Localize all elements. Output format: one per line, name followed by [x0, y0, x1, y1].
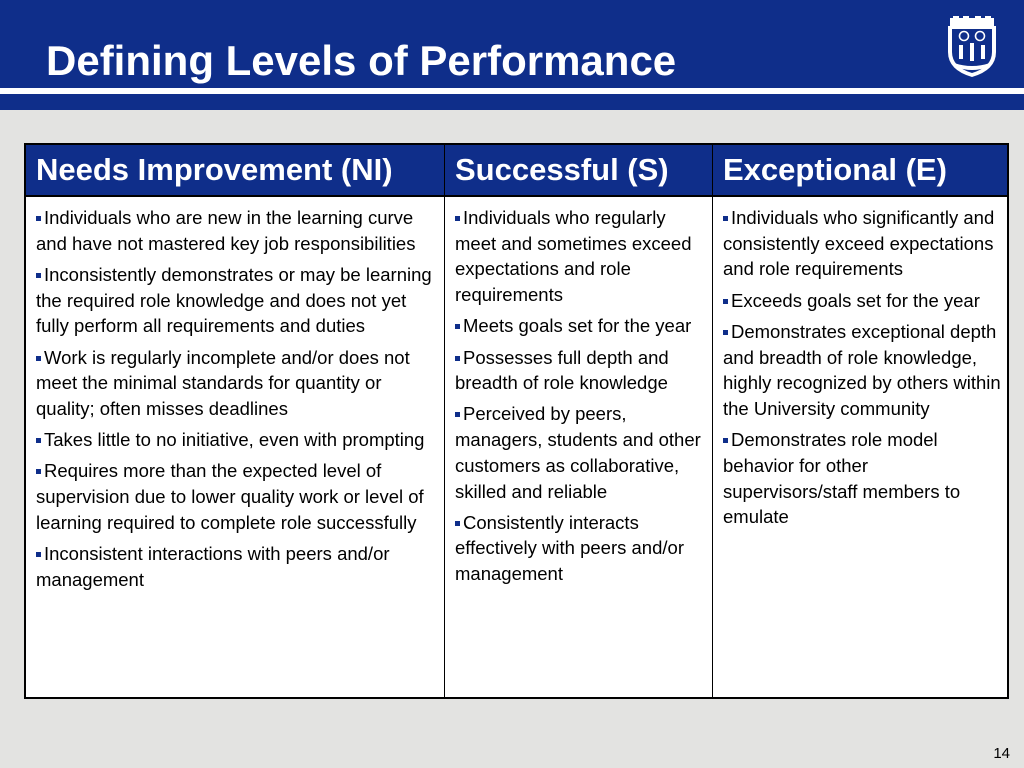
- list-item: Individuals who are new in the learning curve and have not mastered key job responsibilities: [36, 207, 416, 254]
- bullet-icon: [455, 324, 460, 329]
- performance-levels-table: [24, 143, 1009, 699]
- bullet-icon: [455, 412, 460, 417]
- list-item: Consistently interacts effectively with peers and/or management: [455, 511, 684, 585]
- table-header-row: [26, 145, 1007, 197]
- list-item: Exceeds goals set for the year: [723, 288, 1001, 314]
- list-item: Perceived by peers, managers, students and other customers as collaborative, skilled and reliable: [455, 403, 701, 502]
- list-item: Work is regularly incomplete and/or does not meet the minimal standards for quantity or quality; often misses deadlines: [36, 346, 410, 419]
- bullet-icon: [723, 330, 728, 335]
- university-shield-icon: [944, 16, 1000, 78]
- bullet-icon: [723, 438, 728, 443]
- bullet-icon: [723, 216, 728, 221]
- bullet-icon: [36, 216, 41, 221]
- page-number: 14: [993, 745, 1010, 762]
- header-band: [0, 94, 1024, 110]
- bullet-icon: [36, 469, 41, 474]
- list-item: Individuals who regularly meet and sometimes exceed expectations and role requirements: [455, 207, 692, 306]
- header-exceptional: Exceptional (E): [723, 152, 947, 187]
- exceptional-cell: [713, 197, 1007, 697]
- list-item: Demonstrates exceptional depth and breadth of role knowledge, highly recognized by others within the University community: [723, 320, 1001, 419]
- table-body-row: [26, 197, 1007, 697]
- list-item: Requires more than the expected level of supervision due to lower quality work or level of learning required to complete role successfully: [36, 460, 424, 533]
- header-needs-improvement: Needs Improvement (NI): [26, 145, 445, 195]
- title-bar: [0, 0, 1024, 88]
- list-item: Possesses full depth and breadth of role knowledge: [455, 346, 669, 394]
- bullet-icon: [36, 552, 41, 557]
- bullet-icon: [36, 356, 41, 361]
- bullet-icon: [455, 356, 460, 361]
- bullet-icon: [36, 438, 41, 443]
- needs-improvement-cell: [26, 197, 445, 697]
- header-successful: Successful (S): [445, 145, 713, 195]
- list-item: Demonstrates role model behavior for other supervisors/staff members to emulate: [723, 429, 961, 528]
- successful-cell: [445, 197, 713, 697]
- list-item: Inconsistent interactions with peers and/or management: [36, 542, 390, 590]
- list-item: Individuals who significantly and consistently exceed expectations and role requirements: [723, 207, 995, 280]
- slide-title: Defining Levels of Performance: [46, 37, 677, 84]
- list-item: Takes little to no initiative, even with prompting: [36, 427, 438, 453]
- bullet-icon: [455, 521, 460, 526]
- list-item: Meets goals set for the year: [455, 313, 706, 339]
- list-item: Inconsistently demonstrates or may be learning the required role knowledge and does not yet fully perform all requirements and duties: [36, 263, 432, 337]
- bullet-icon: [723, 299, 728, 304]
- bullet-icon: [36, 273, 41, 278]
- bullet-icon: [455, 216, 460, 221]
